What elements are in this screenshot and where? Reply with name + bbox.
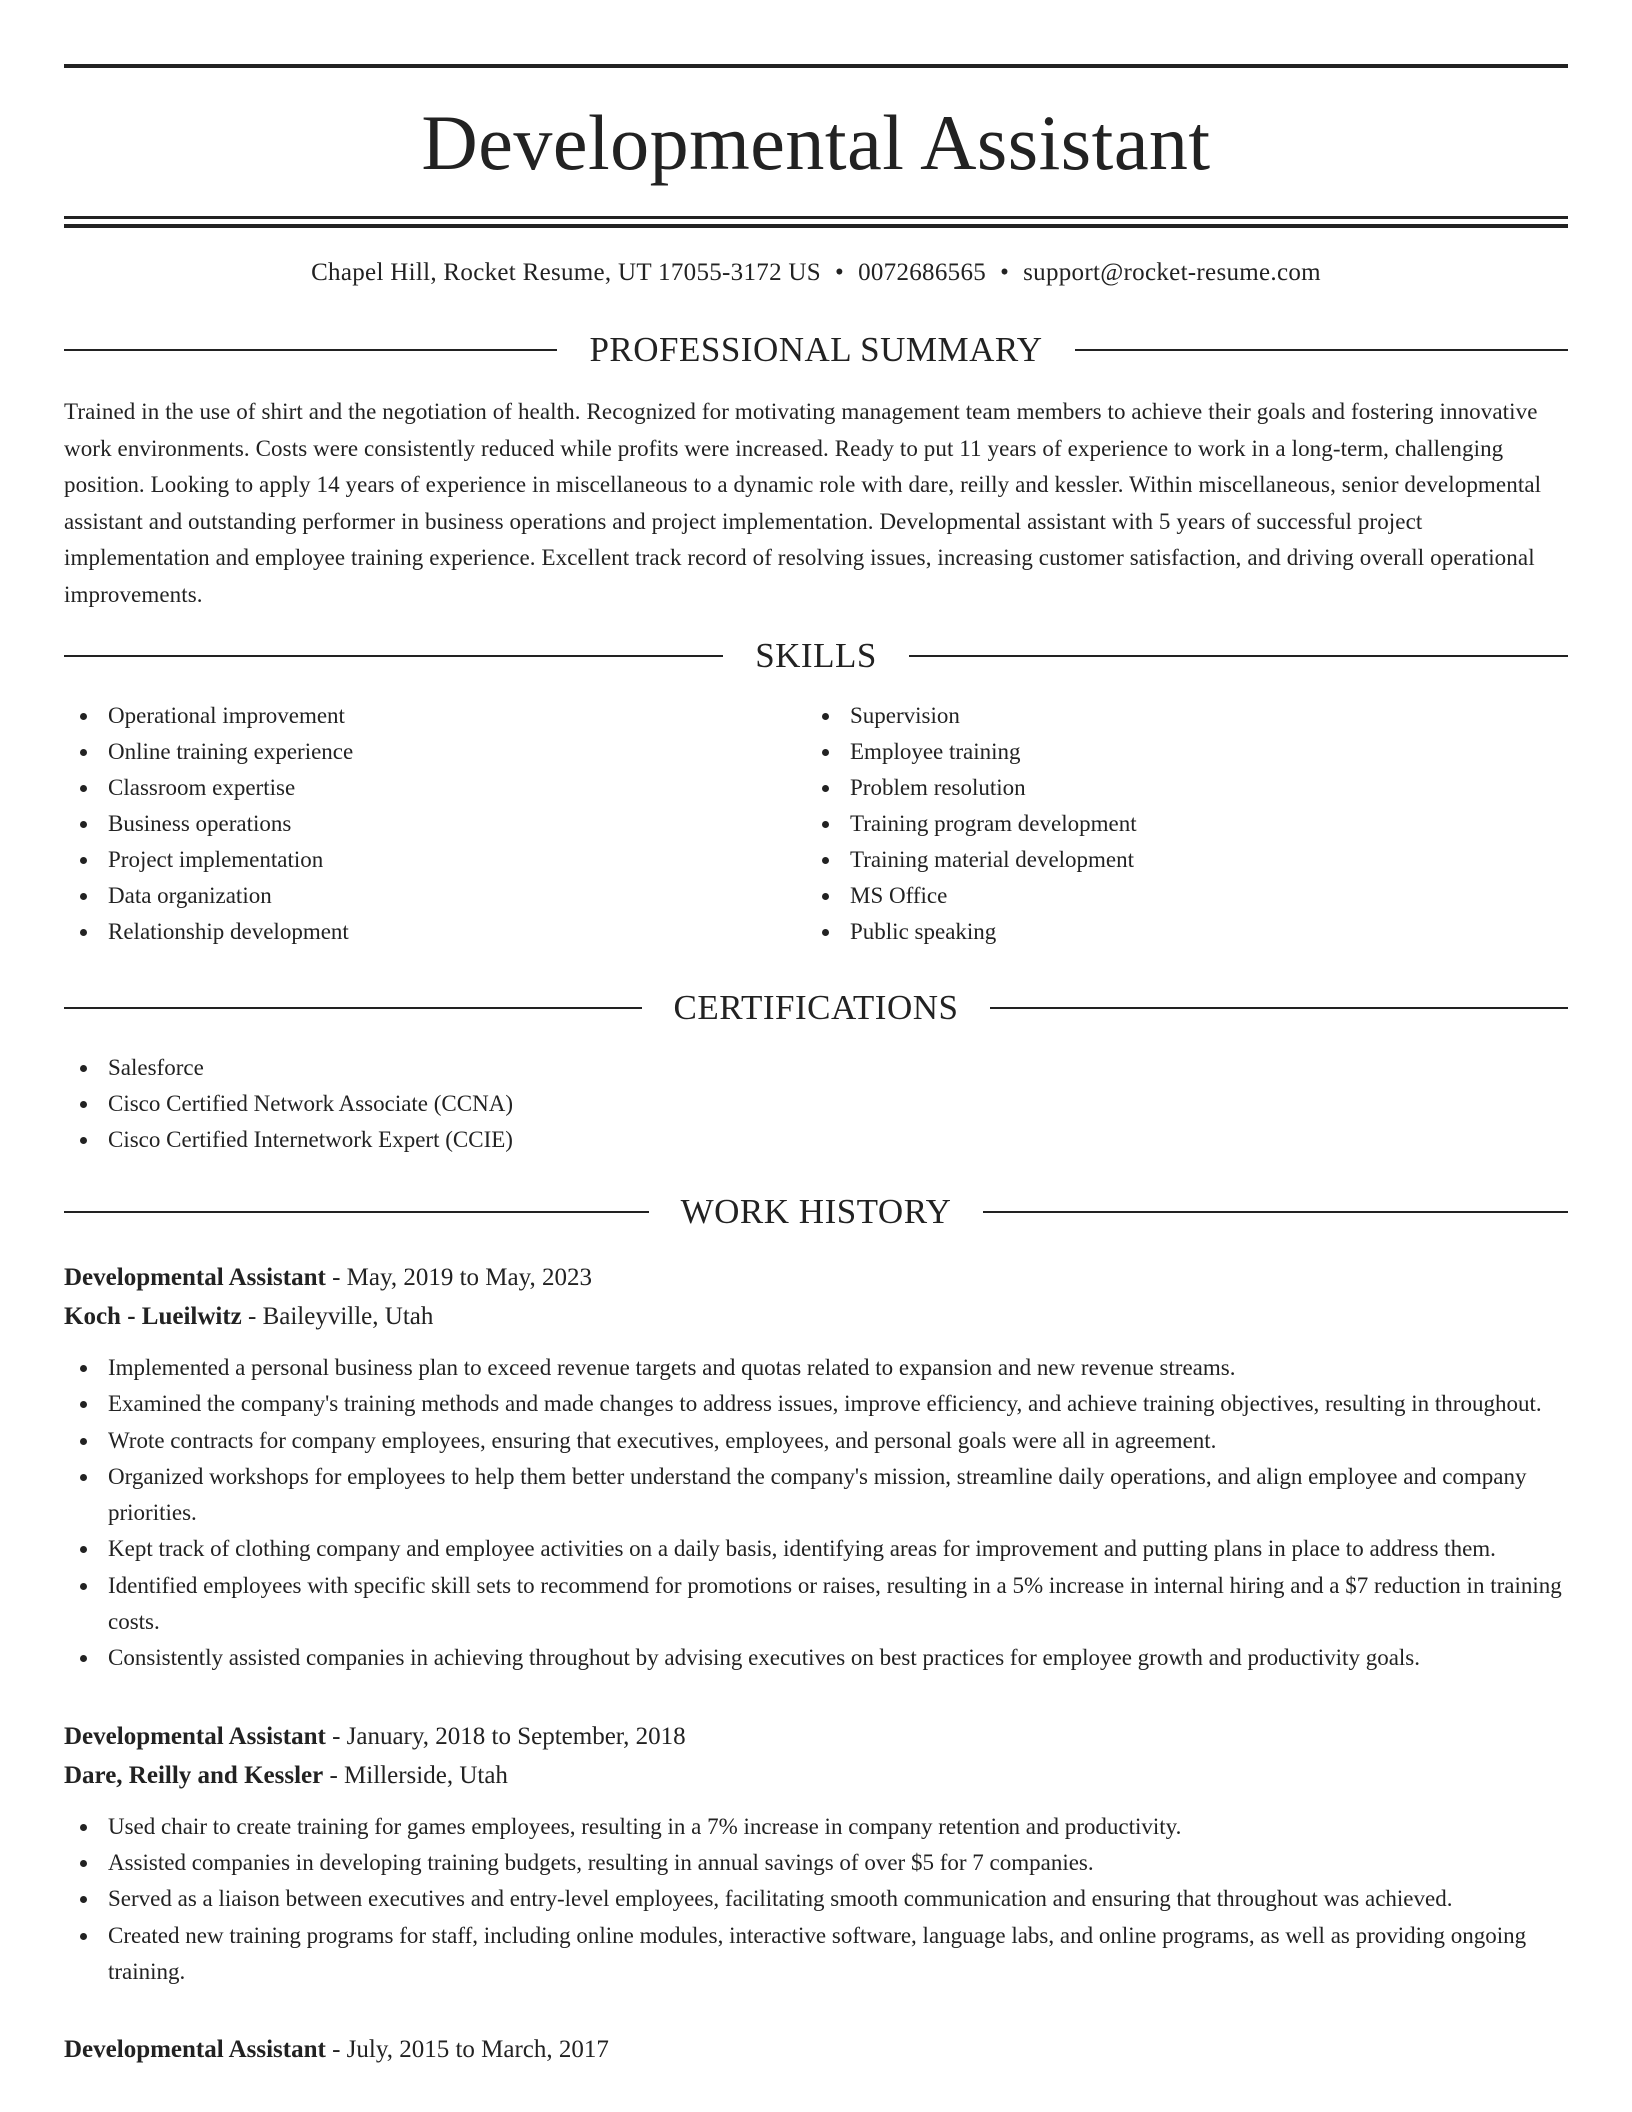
skill-label: MS Office (850, 883, 948, 908)
skill-item (64, 698, 806, 734)
job-entry (64, 1717, 1568, 1990)
bullet-icon (80, 1401, 87, 1408)
job-entry (64, 1258, 1568, 1677)
bullet-icon (80, 1933, 87, 1940)
job-bullet (64, 1881, 1568, 1917)
job-bullet-text: Used chair to create training for games employees, resulting in a 7% increase in company retention and productivity. (108, 1813, 1182, 1839)
section-rule-right (983, 1211, 1568, 1213)
job-bullet-text: Consistently assisted companies in achieving throughout by advising executives on best practices for employee growth and productivity goals. (108, 1645, 1420, 1671)
job-bullet-text: Created new training programs for staff, including online modules, interactive software, language labs, and online programs, as well as providing ongoing training. (108, 1922, 1527, 1984)
certifications-heading (64, 988, 1568, 1028)
job-bullet-text: Organized workshops for employees to help them better understand the company's mission, streamline daily operations, and align employee and company priorities. (108, 1463, 1527, 1526)
skill-label: Relationship development (108, 919, 349, 944)
job-bullet (64, 1809, 1568, 1845)
skill-item (64, 878, 806, 914)
contact-phone: 0072686565 (858, 259, 987, 286)
summary-heading (64, 330, 1568, 370)
job-bullet-text: Wrote contracts for company employees, ensuring that executives, employees, and personal goals were all in agreement. (108, 1427, 1217, 1453)
section-title: CERTIFICATIONS (673, 988, 959, 1027)
job-bullet (64, 1459, 1568, 1532)
skills-heading (64, 636, 1568, 676)
job-company: Koch - Lueilwitz (64, 1303, 242, 1330)
job-company: Dare, Reilly and Kessler (64, 1761, 324, 1789)
bullet-icon (80, 1860, 87, 1867)
resume-page (64, 64, 1568, 2069)
job-bullet-text: Implemented a personal business plan to exceed revenue targets and quotas related to expansion and new revenue streams. (108, 1355, 1236, 1380)
skill-item (806, 734, 1548, 770)
bullet-icon (822, 785, 829, 792)
job-entry (64, 2030, 1568, 2069)
skill-item (64, 914, 806, 950)
skill-label: Online training experience (108, 739, 354, 764)
skill-label: Public speaking (850, 919, 997, 944)
skill-label: Data organization (108, 883, 272, 908)
skill-item (64, 806, 806, 842)
job-bullet-text: Assisted companies in developing training budgets, resulting in annual savings of over $5 for 7 companies. (108, 1849, 1094, 1875)
bullet-icon (80, 893, 87, 900)
job-role: Developmental Assistant (64, 1264, 326, 1291)
job-bullet (64, 1640, 1568, 1676)
bullet-icon (80, 785, 87, 792)
summary-text: Trained in the use of shirt and the negotiation of health. Recognized for motivating management team members to achieve their goals and fostering innovative work environments. Costs were consistently reduced while profits were increased. Ready to put 11 years of experience to work in a long-term, challenging position. Looking to apply 14 years of experience in miscellaneous to a dynamic role with dare, reilly and kessler. Within miscellaneous, senior developmental assistant and outstanding performer in business operations and project implementation. Developmental assistant with 5 years of successful project implementation and employee training experience. Excellent track record of resolving issues, increasing customer satisfaction, and driving overall operational improvements. (64, 399, 1542, 607)
job-bullet (64, 1845, 1568, 1881)
bullet-icon (80, 1137, 87, 1144)
skills-column-right (806, 698, 1548, 950)
section-rule-right (1075, 349, 1568, 351)
certification-label: Cisco Certified Network Associate (CCNA) (108, 1091, 513, 1116)
job-bullet-text: Identified employees with specific skill sets to recommend for promotions or raises, resulting in a 5% increase in internal hiring and a $7 reduction in training costs. (108, 1572, 1562, 1635)
contact-separator: • (835, 259, 845, 286)
certification-item (64, 1086, 1568, 1122)
resume-name: Developmental Assistant (421, 99, 1211, 186)
job-bullet (64, 1386, 1568, 1422)
job-bullet (64, 1350, 1568, 1386)
job-bullet-list (64, 1350, 1568, 1677)
certification-item (64, 1122, 1568, 1158)
contact-separator: • (1000, 259, 1010, 286)
certifications-list (64, 1050, 1568, 1158)
bullet-icon (80, 1583, 87, 1590)
skill-label: Project implementation (108, 847, 324, 872)
skill-item (64, 734, 806, 770)
job-role: Developmental Assistant (64, 1722, 326, 1750)
skill-item (806, 914, 1548, 950)
bullet-icon (80, 1101, 87, 1108)
bullet-icon (80, 749, 87, 756)
job-bullet (64, 1568, 1568, 1641)
job-dates: - January, 2018 to September, 2018 (325, 1722, 686, 1750)
certification-label: Salesforce (108, 1055, 204, 1080)
skill-item (806, 698, 1548, 734)
bullet-icon (822, 893, 829, 900)
certification-item (64, 1050, 1568, 1086)
bullet-icon (80, 713, 87, 720)
bullet-icon (80, 1896, 87, 1903)
section-title: PROFESSIONAL SUMMARY (589, 330, 1043, 369)
job-title-line (64, 1717, 1568, 1756)
job-bullet-list (64, 1809, 1568, 1990)
bullet-icon (80, 929, 87, 936)
job-dates: - July, 2015 to March, 2017 (325, 2036, 609, 2064)
bullet-icon (822, 713, 829, 720)
job-bullet-text: Kept track of clothing company and employee activities on a daily basis, identifying areas for improvement and putting plans in place to address them. (108, 1536, 1496, 1562)
header-top-rule (64, 64, 1568, 68)
bullet-icon (80, 1474, 87, 1481)
bullet-icon (822, 749, 829, 756)
job-bullet (64, 1918, 1568, 1991)
skills-list (64, 698, 1568, 950)
skill-item (806, 806, 1548, 842)
contact-address: Chapel Hill, Rocket Resume, UT 17055-3172 US (311, 259, 821, 286)
job-company-line (64, 1756, 1568, 1795)
skill-label: Problem resolution (850, 775, 1026, 800)
skill-item (806, 842, 1548, 878)
section-rule-left (64, 655, 723, 657)
job-role: Developmental Assistant (64, 2036, 326, 2064)
bullet-icon (822, 821, 829, 828)
contact-email[interactable]: support@rocket-resume.com (1023, 259, 1321, 286)
bullet-icon (80, 1655, 87, 1662)
job-title-line (64, 2030, 1568, 2069)
bullet-icon (822, 857, 829, 864)
work-history-heading (64, 1192, 1568, 1232)
section-rule-left (64, 1211, 649, 1213)
certification-label: Cisco Certified Internetwork Expert (CCIE) (108, 1127, 513, 1152)
skill-label: Classroom expertise (108, 775, 296, 800)
bullet-icon (80, 857, 87, 864)
skill-item (64, 842, 806, 878)
bullet-icon (80, 821, 87, 828)
skill-item (806, 878, 1548, 914)
skills-column-left (64, 698, 806, 950)
bullet-icon (80, 1824, 87, 1831)
job-bullet-text: Served as a liaison between executives and entry-level employees, facilitating smooth communication and ensuring that throughout was achieved. (108, 1886, 1453, 1912)
bullet-icon (80, 1438, 87, 1445)
bullet-icon (80, 1546, 87, 1553)
bullet-icon (80, 1365, 87, 1372)
job-bullet (64, 1531, 1568, 1567)
header-double-rule (64, 216, 1568, 228)
job-title-line (64, 1258, 1568, 1297)
section-title: WORK HISTORY (680, 1192, 952, 1231)
section-rule-right (909, 655, 1568, 657)
skill-label: Employee training (850, 739, 1021, 764)
job-bullet-text: Examined the company's training methods and made changes to address issues, improve efficiency, and achieve training objectives, resulting in throughout. (108, 1391, 1542, 1417)
bullet-icon (822, 929, 829, 936)
section-title: SKILLS (755, 636, 877, 675)
skill-label: Supervision (850, 703, 960, 728)
skill-label: Training material development (850, 847, 1135, 872)
job-location: - Baileyville, Utah (241, 1303, 434, 1330)
skill-label: Operational improvement (108, 703, 345, 728)
skill-label: Business operations (108, 811, 292, 836)
job-dates: - May, 2019 to May, 2023 (325, 1264, 592, 1291)
section-rule-right (990, 1007, 1568, 1009)
skill-label: Training program development (850, 811, 1137, 836)
job-company-line (64, 1297, 1568, 1336)
skill-item (806, 770, 1548, 806)
section-rule-left (64, 1007, 642, 1009)
job-bullet (64, 1423, 1568, 1459)
section-rule-left (64, 349, 557, 351)
bullet-icon (80, 1065, 87, 1072)
contact-line (64, 258, 1568, 288)
job-location: - Millerside, Utah (323, 1761, 508, 1789)
skill-item (64, 770, 806, 806)
